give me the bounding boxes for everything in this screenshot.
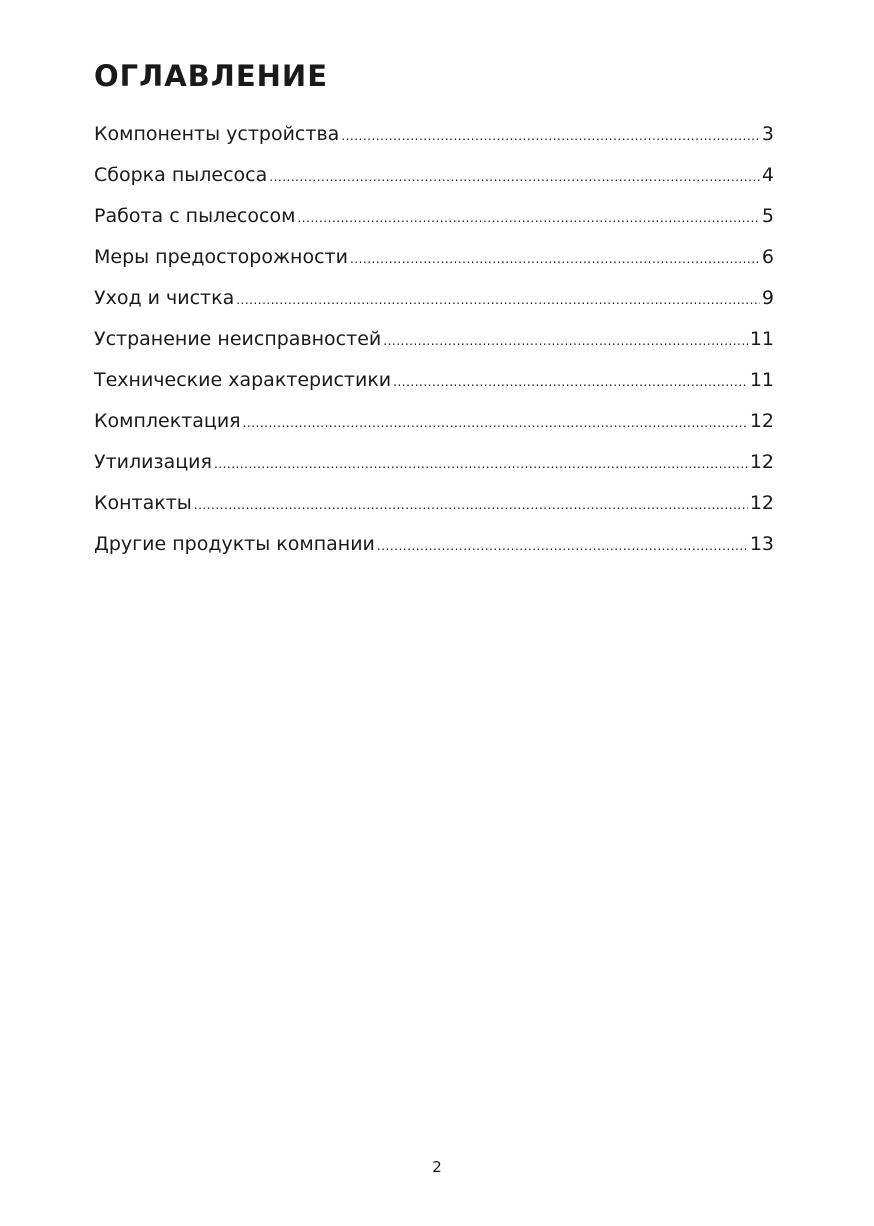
dot-leader (243, 403, 748, 444)
dot-leader (297, 198, 759, 239)
dot-leader (393, 362, 748, 403)
toc-entry-title: Сборка пылесоса (94, 164, 268, 186)
toc-entry-title: Устранение неисправностей (94, 328, 382, 350)
dot-leader (377, 526, 748, 567)
toc-entry-page: 12 (749, 410, 774, 432)
toc-entry-page: 12 (749, 492, 774, 514)
toc-entry-page: 12 (749, 451, 774, 473)
toc-entry-page: 11 (749, 328, 774, 350)
toc-entry-specifications[interactable] (94, 360, 774, 401)
toc-entry-title: Работа с пылесосом (94, 205, 296, 227)
toc-entry-title: Контакты (94, 492, 192, 514)
dot-leader (214, 444, 748, 485)
toc-entry-page: 5 (761, 205, 774, 227)
toc-entry-assembly[interactable] (94, 155, 774, 196)
toc-entry-title: Компоненты устройства (94, 123, 340, 145)
table-of-contents (94, 114, 774, 565)
toc-entry-title: Утилизация (94, 451, 212, 473)
toc-entry-title: Другие продукты компании (94, 533, 375, 555)
toc-entry-title: Меры предосторожности (94, 246, 348, 268)
toc-entry-page: 9 (761, 287, 774, 309)
dot-leader (350, 239, 760, 280)
toc-entry-title: Уход и чистка (94, 287, 235, 309)
dot-leader (269, 157, 760, 198)
page-number: 2 (432, 1158, 442, 1176)
dot-leader (236, 280, 760, 321)
toc-entry-contacts[interactable] (94, 483, 774, 524)
toc-entry-package[interactable] (94, 401, 774, 442)
toc-entry-other-products[interactable] (94, 524, 774, 565)
toc-entry-page: 3 (761, 123, 774, 145)
toc-entry-page: 11 (749, 369, 774, 391)
dot-leader (383, 321, 748, 362)
toc-entry-care[interactable] (94, 278, 774, 319)
toc-entry-safety[interactable] (94, 237, 774, 278)
dot-leader (194, 485, 748, 526)
toc-entry-page: 6 (761, 246, 774, 268)
toc-entry-disposal[interactable] (94, 442, 774, 483)
toc-entry-title: Комплектация (94, 410, 241, 432)
toc-entry-page: 4 (761, 164, 774, 186)
toc-entry-troubleshooting[interactable] (94, 319, 774, 360)
dot-leader (341, 116, 760, 157)
page-title: ОГЛАВЛЕНИЕ (94, 59, 329, 93)
toc-entry-page: 13 (749, 533, 774, 555)
toc-entry-operation[interactable] (94, 196, 774, 237)
toc-entry-components[interactable] (94, 114, 774, 155)
toc-entry-title: Технические характеристики (94, 369, 392, 391)
